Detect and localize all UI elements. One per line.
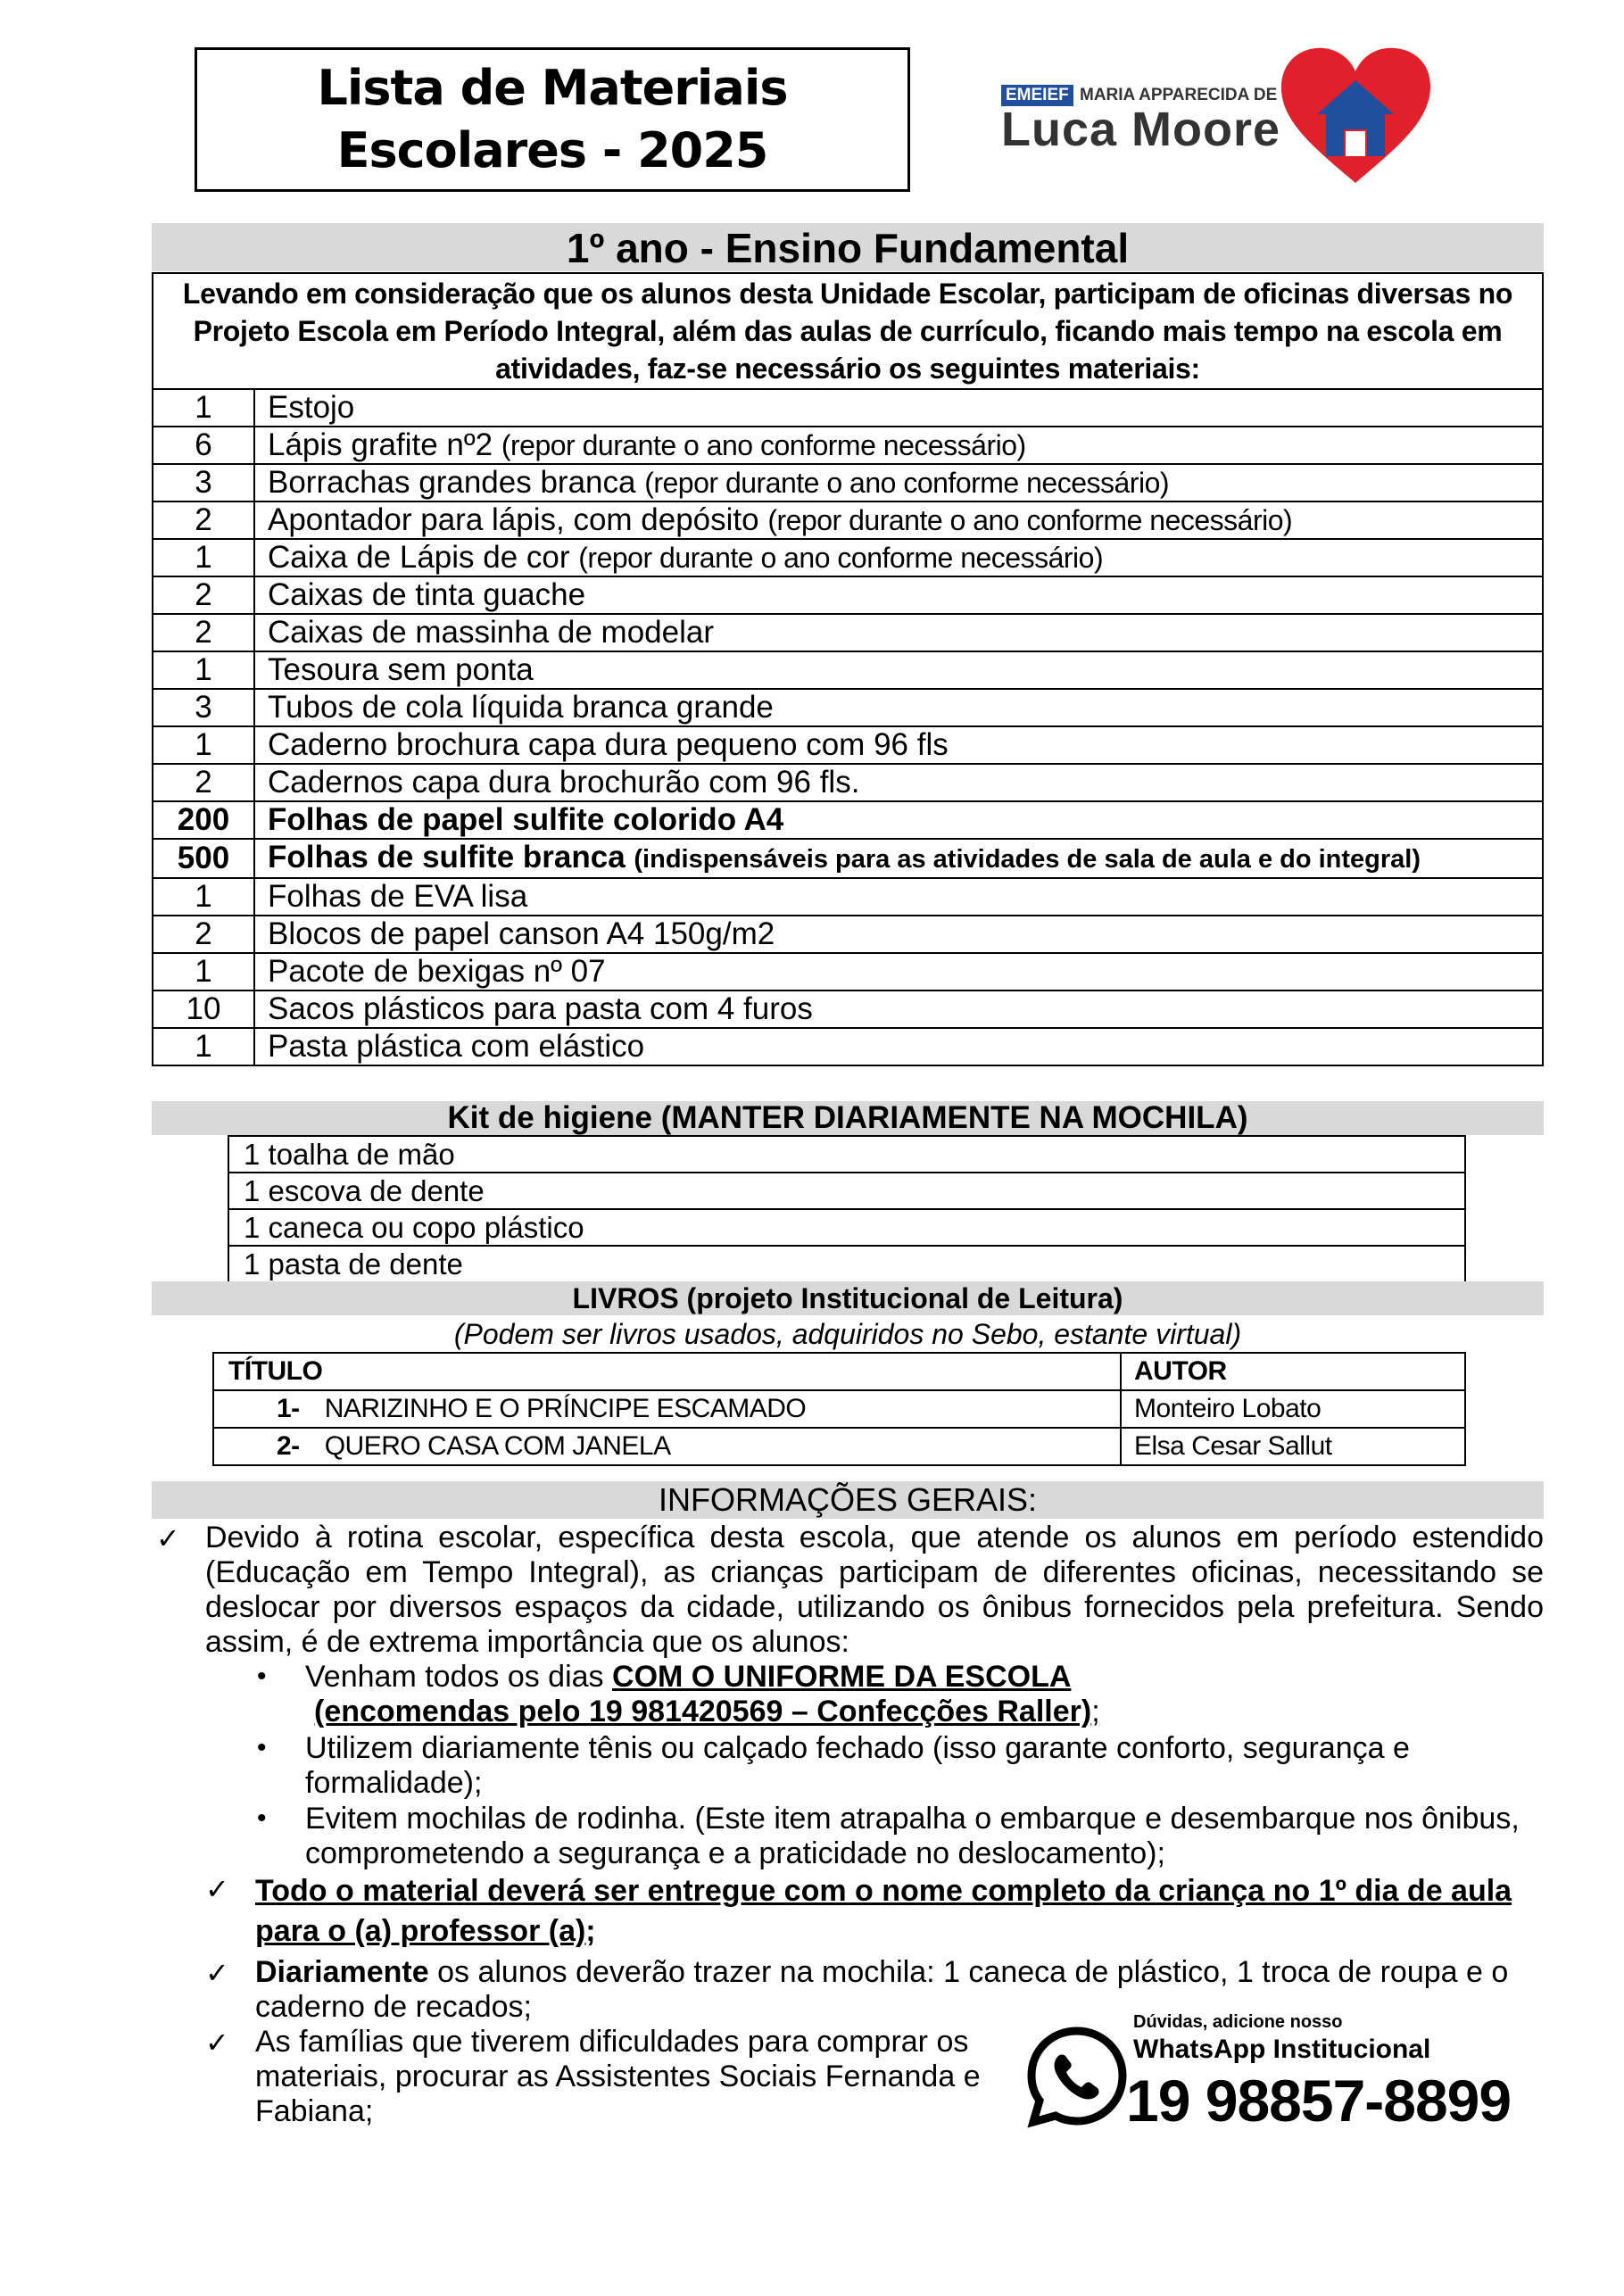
intro-row: [153, 273, 1543, 389]
material-qty: 2: [153, 764, 254, 801]
hygiene-row: [228, 1246, 1465, 1282]
whatsapp-label: WhatsApp Institucional: [1133, 2035, 1431, 2064]
hygiene-item: 1 pasta de dente: [228, 1246, 1465, 1282]
bullet-shoes-line: formalidade);: [305, 1766, 483, 1800]
material-qty: 2: [153, 614, 254, 651]
hygiene-row: [228, 1209, 1465, 1246]
material-row: [153, 427, 1543, 464]
check-icon: ✓: [205, 2027, 229, 2059]
material-desc: [254, 651, 1543, 689]
books-subtitle: (Podem ser livros usados, adquiridos no Sebo, estante virtual): [453, 1318, 1242, 1350]
whatsapp-icon: [1024, 2024, 1130, 2129]
book-number: 1-: [277, 1394, 300, 1423]
whatsapp-small-text: Dúvidas, adicione nosso: [1133, 2012, 1343, 2032]
material-row: [153, 991, 1543, 1028]
whatsapp-number: 19 98857-8899: [1126, 2068, 1512, 2134]
material-item: Pacote de bexigas nº 07: [268, 954, 606, 989]
material-row: [153, 1028, 1543, 1065]
material-desc: [254, 689, 1543, 726]
material-desc: [254, 878, 1543, 916]
info-p3-rest: os alunos deverão trazer na mochila: 1 caneca de plástico, 1 troca de roupa e o: [428, 1955, 1509, 1989]
title-line-1: Lista de Materiais: [317, 60, 788, 116]
material-desc: [254, 427, 1543, 464]
material-desc: [254, 991, 1543, 1028]
materials-table: [152, 272, 1544, 1066]
material-desc: [254, 1028, 1543, 1065]
books-title: LIVROS (projeto Institucional de Leitura): [572, 1282, 1123, 1314]
books-title-band: [152, 1281, 1544, 1315]
material-note: (repor durante o ano conforme necessário): [578, 542, 1104, 574]
material-item: Lápis grafite nº2: [268, 427, 501, 462]
material-item: Caixa de Lápis de cor: [268, 540, 579, 575]
bullet-uniform-text: Venham todos os dias: [305, 1660, 613, 1694]
bullet-uniform-order: [314, 1695, 1100, 1729]
bullet-backpack-line: Evitem mochilas de rodinha. (Este item atrapalha o embarque e desembarque nos ônibus,: [305, 1802, 1520, 1836]
material-qty: 500: [153, 839, 254, 878]
material-desc: [254, 539, 1543, 576]
bullet-backpack-line: comprometendo a segurança e a praticidade no deslocamento);: [305, 1836, 1165, 1870]
check-icon: ✓: [205, 1957, 229, 1989]
material-note: (indispensáveis para as atividades de sala de aula e do integral): [634, 845, 1421, 874]
material-row: [153, 953, 1543, 991]
check-icon: ✓: [205, 1873, 229, 1905]
material-item: Caixas de tinta guache: [268, 577, 586, 612]
material-qty: 1: [153, 1028, 254, 1065]
bullet-shoes: [305, 1731, 1410, 1801]
bullet-backpack: [305, 1802, 1520, 1871]
book-title-cell: [213, 1428, 1121, 1465]
material-desc: [254, 839, 1543, 878]
col-title-header: TÍTULO: [213, 1353, 1121, 1390]
uniform-order-end: ;: [1091, 1695, 1100, 1728]
material-qty: 1: [153, 878, 254, 916]
hygiene-item: 1 toalha de mão: [228, 1136, 1465, 1173]
material-note: (repor durante o ano conforme necessário): [644, 467, 1170, 499]
material-qty: 2: [153, 501, 254, 539]
hygiene-table: [228, 1135, 1466, 1283]
info-p1-line: Devido à rotina escolar, específica desta escola, que atende os alunos em período estendido: [205, 1521, 1544, 1554]
book-title-cell: [213, 1390, 1121, 1428]
section-title-band: [152, 223, 1544, 271]
book-title: QUERO CASA COM JANELA: [324, 1431, 671, 1461]
material-qty: 1: [153, 726, 254, 764]
material-item: Sacos plásticos para pasta com 4 furos: [268, 991, 813, 1026]
book-author: Elsa Cesar Sallut: [1121, 1428, 1465, 1465]
material-desc: [254, 953, 1543, 991]
bullet-shoes-line: Utilizem diariamente tênis ou calçado fechado (isso garante conforto, segurança e: [305, 1731, 1410, 1765]
books-header-row: [213, 1353, 1465, 1390]
info-p3-line-2: caderno de recados;: [255, 1990, 532, 2024]
material-row: [153, 726, 1543, 764]
material-item: Estojo: [268, 390, 355, 425]
book-row: [213, 1428, 1465, 1465]
material-row: [153, 501, 1543, 539]
info-p1-line: deslocar por diversos espaços da cidade, utilizando os ônibus fornecidos pela prefeitura. Sendo: [205, 1590, 1544, 1624]
material-qty: 10: [153, 991, 254, 1028]
heart-house-icon: [1278, 45, 1434, 187]
check-icon: ✓: [156, 1522, 180, 1554]
info-p4-line: materiais, procurar as Assistentes Sociais Fernanda e: [255, 2060, 981, 2093]
material-qty: 3: [153, 464, 254, 501]
material-qty: 3: [153, 689, 254, 726]
bullet-icon: •: [257, 1803, 267, 1833]
col-author-header: AUTOR: [1121, 1353, 1465, 1390]
material-row: [153, 539, 1543, 576]
material-desc: [254, 464, 1543, 501]
info-p2-line: para o (a) professor (a);: [255, 1914, 596, 1948]
logo-badge: EMEIEF: [1001, 85, 1073, 106]
material-item: Caixas de massinha de modelar: [268, 615, 714, 650]
logo-small-text: MARIA APPARECIDA DE: [1080, 86, 1278, 104]
hygiene-title-band: [152, 1101, 1544, 1135]
bullet-uniform-emphasis: COM O UNIFORME DA ESCOLA: [612, 1660, 1072, 1694]
book-title: NARIZINHO E O PRÍNCIPE ESCAMADO: [324, 1394, 807, 1423]
info-p4-line: Fabiana;: [255, 2094, 374, 2128]
material-row: [153, 389, 1543, 427]
uniform-order-info: (encomendas pelo 19 981420569 – Confecções Raller): [314, 1695, 1092, 1728]
info-p1-line-4: assim, é de extrema importância que os alunos:: [205, 1625, 849, 1659]
info-paragraph-2: [255, 1871, 1512, 1952]
material-row: [153, 689, 1543, 726]
bullet-icon: •: [257, 1733, 267, 1762]
school-logo: [1001, 45, 1429, 187]
material-row: [153, 614, 1543, 651]
info-paragraph-4: [255, 2025, 981, 2129]
material-item: Pasta plástica com elástico: [268, 1029, 645, 1064]
hygiene-title: Kit de higiene (MANTER DIARIAMENTE NA MOCHILA): [447, 1100, 1248, 1135]
material-qty: 1: [153, 389, 254, 427]
hygiene-row: [228, 1173, 1465, 1209]
material-desc: [254, 801, 1543, 839]
material-item: Apontador para lápis, com depósito: [268, 502, 768, 537]
material-note: (repor durante o ano conforme necessário): [767, 504, 1293, 536]
material-item: Folhas de EVA lisa: [268, 879, 528, 914]
section-title: 1º ano - Ensino Fundamental: [566, 225, 1130, 271]
material-qty: 2: [153, 916, 254, 953]
material-item: Folhas de papel sulfite colorido A4: [268, 802, 784, 837]
material-item: Borrachas grandes branca: [268, 465, 645, 500]
material-item: Tesoura sem ponta: [268, 652, 534, 687]
material-qty: 2: [153, 576, 254, 614]
logo-big-text: Luca Moore: [1001, 103, 1281, 156]
material-item: Tubos de cola líquida branca grande: [268, 690, 774, 725]
material-row: [153, 464, 1543, 501]
material-desc: [254, 501, 1543, 539]
info-p3-bold: Diariamente: [255, 1955, 429, 1989]
material-row: [153, 878, 1543, 916]
material-item: Caderno brochura capa dura pequeno com 96 fls: [268, 727, 949, 762]
material-desc: [254, 614, 1543, 651]
material-row: [153, 576, 1543, 614]
info-title: INFORMAÇÕES GERAIS:: [658, 1481, 1038, 1518]
info-paragraph-1: [205, 1521, 1544, 1625]
material-item: Folhas de sulfite branca: [268, 840, 634, 874]
material-qty: 1: [153, 953, 254, 991]
material-desc: [254, 764, 1543, 801]
books-table: [212, 1352, 1466, 1466]
book-row: [213, 1390, 1465, 1428]
material-row: [153, 916, 1543, 953]
info-p2-line: Todo o material deverá ser entregue com o nome completo da criança no 1º dia de aula: [255, 1874, 1512, 1908]
material-desc: [254, 389, 1543, 427]
material-row: [153, 839, 1543, 878]
material-desc: [254, 726, 1543, 764]
material-qty: 1: [153, 539, 254, 576]
title-line-2: Escolares - 2025: [336, 122, 768, 178]
material-qty: 200: [153, 801, 254, 839]
book-author: Monteiro Lobato: [1121, 1390, 1465, 1428]
material-item: Cadernos capa dura brochurão com 96 fls.: [268, 765, 860, 800]
material-desc: [254, 916, 1543, 953]
hygiene-item: 1 escova de dente: [228, 1173, 1465, 1209]
intro-text: Levando em consideração que os alunos desta Unidade Escolar, participam de oficinas diversas no Projeto Escola em Período Integral, além das aulas de currículo, ficando mais tempo na escola em atividades, faz-se necessário os seguintes materiais:: [153, 273, 1543, 389]
info-p4-line: As famílias que tiverem dificuldades para comprar os: [255, 2025, 969, 2059]
info-p1-line: (Educação em Tempo Integral), as crianças participam de diferentes oficinas, necessitando se: [205, 1555, 1544, 1589]
title-box: [195, 47, 910, 192]
hygiene-row: [228, 1136, 1465, 1173]
bullet-icon: •: [257, 1662, 267, 1691]
book-number: 2-: [277, 1431, 300, 1461]
material-note: (repor durante o ano conforme necessário): [501, 429, 1026, 461]
material-qty: 1: [153, 651, 254, 689]
material-row: [153, 764, 1543, 801]
bullet-uniform: [305, 1660, 1071, 1695]
material-desc: [254, 576, 1543, 614]
material-row: [153, 801, 1543, 839]
info-title-band: [152, 1481, 1544, 1519]
hygiene-item: 1 caneca ou copo plástico: [228, 1209, 1465, 1246]
material-row: [153, 651, 1543, 689]
material-item: Blocos de papel canson A4 150g/m2: [268, 916, 775, 951]
material-qty: 6: [153, 427, 254, 464]
